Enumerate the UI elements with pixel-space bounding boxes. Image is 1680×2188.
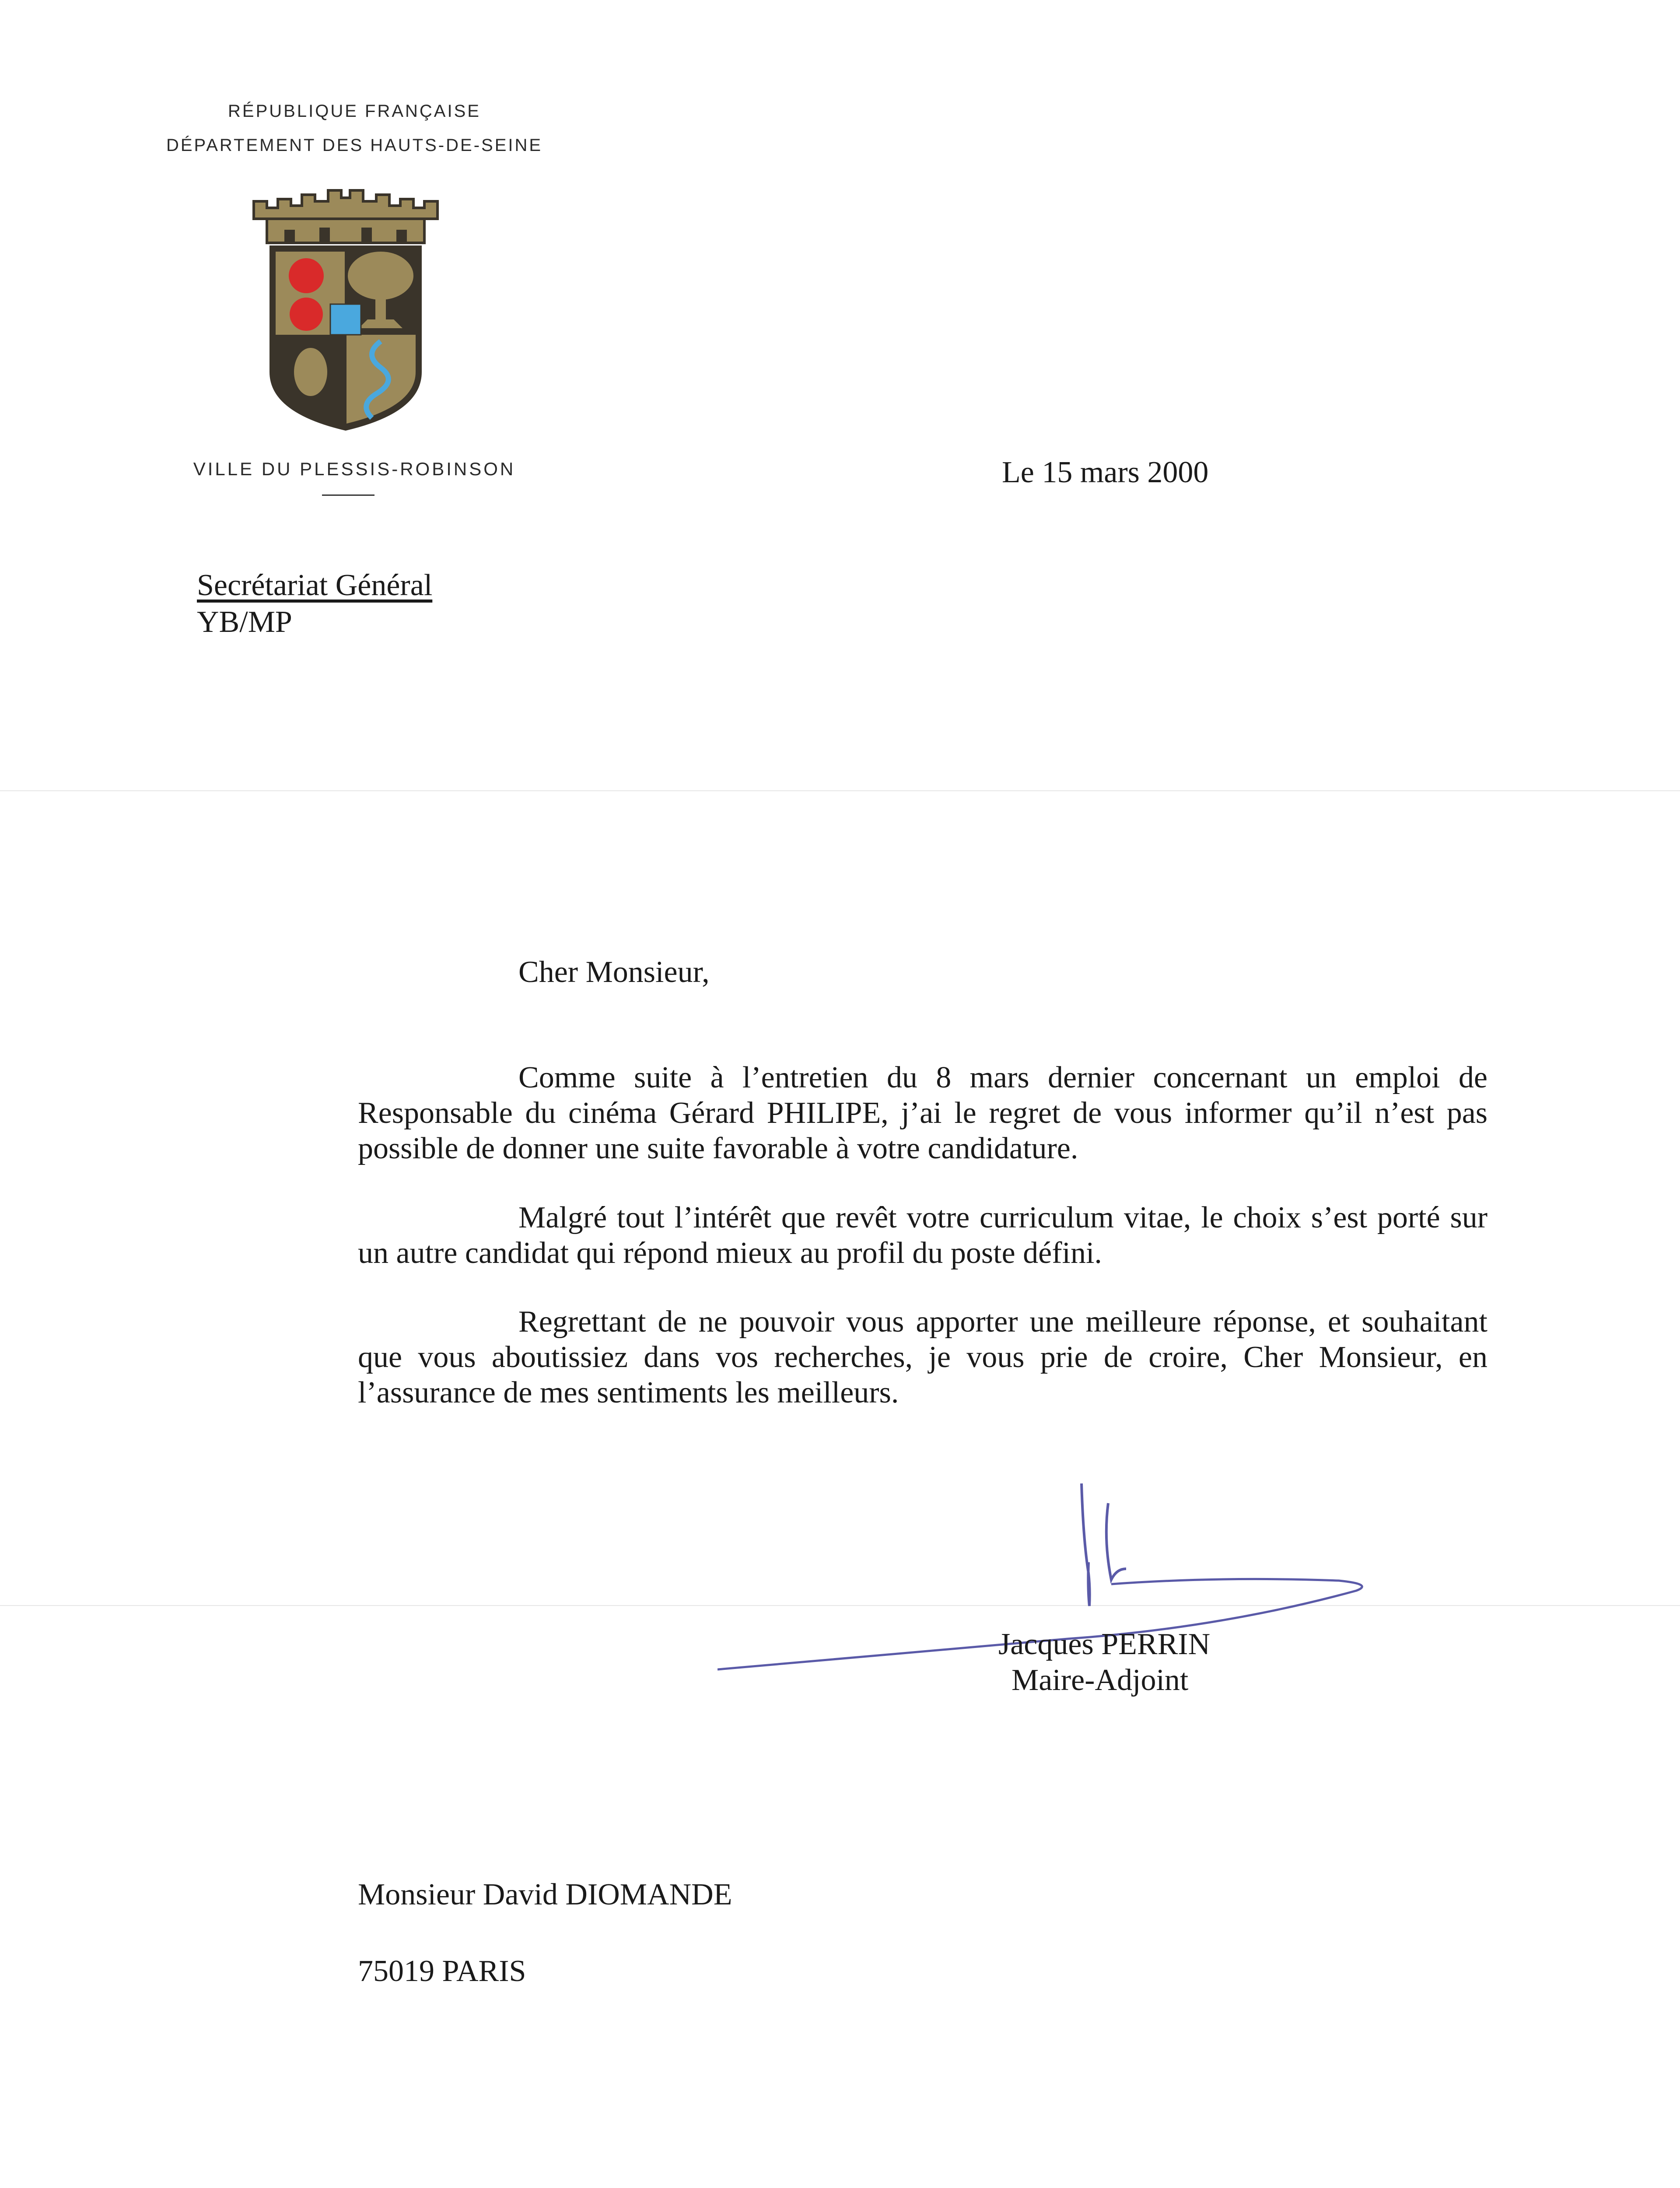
letter-paragraph: Malgré tout l’intérêt que revêt votre curriculum vitae, le choix s’est porté sur un autre candidat qui répond mieux au profil du poste défini. <box>358 1201 1488 1270</box>
salutation: Cher Monsieur, <box>518 955 710 989</box>
letter-paragraph: Comme suite à l’entretien du 8 mars dernier concernant un emploi de Responsable du cinéma Gérard PHILIPE, j’ai le regret de vous informer qu’il n’est pas possible de donner une suite favorable à votre candidature. <box>358 1061 1488 1165</box>
letter-date: Le 15 mars 2000 <box>1002 456 1209 489</box>
reference-initials: YB/MP <box>197 605 292 639</box>
recipient-city: 75019 PARIS <box>358 1954 526 1988</box>
town-name: VILLE DU PLESSIS-ROBINSON <box>193 459 516 479</box>
fold-line <box>0 790 1680 791</box>
reference-office: Secrétariat Général <box>197 568 433 602</box>
divider <box>322 494 374 496</box>
letter-paragraph: Regrettant de ne pouvoir vous apporter une meilleure réponse, et souhaitant que vous aboutissiez dans vos recherches, je vous prie de croire, Cher Monsieur, en l’assurance de mes sentiments les meilleurs. <box>358 1305 1488 1410</box>
republic-heading: RÉPUBLIQUE FRANÇAISE <box>228 102 481 121</box>
signatory-name: Jacques PERRIN <box>998 1627 1211 1661</box>
signatory-title: Maire-Adjoint <box>1012 1663 1189 1697</box>
department-heading: DÉPARTEMENT DES HAUTS-DE-SEINE <box>166 136 543 155</box>
recipient-name: Monsieur David DIOMANDE <box>358 1878 732 1911</box>
coat-of-arms-icon <box>249 188 442 433</box>
